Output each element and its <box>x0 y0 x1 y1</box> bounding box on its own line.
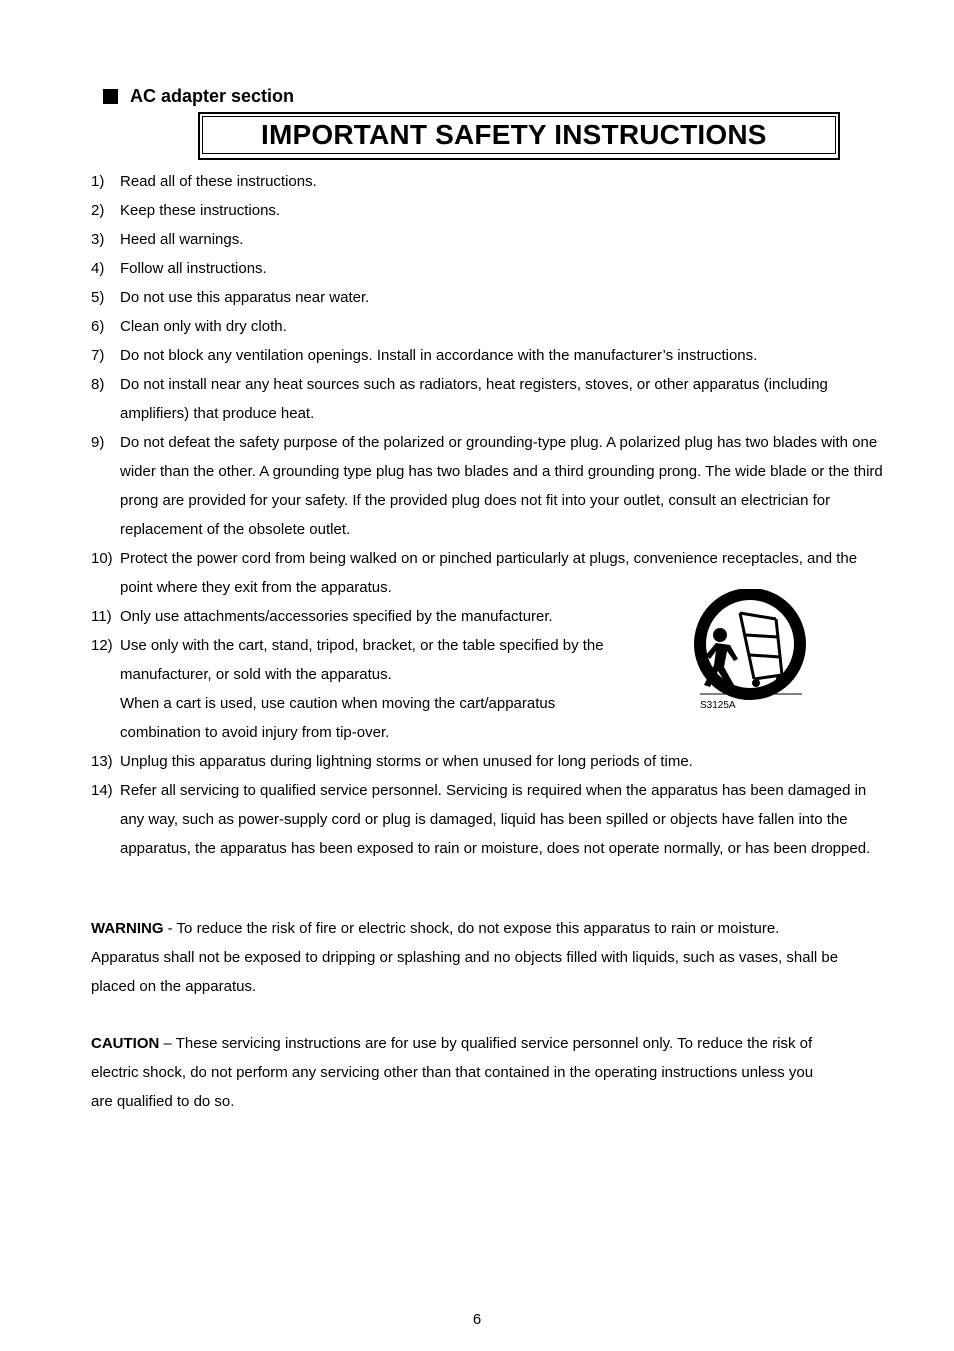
item-number: 5) <box>91 289 105 306</box>
list-item <box>91 370 840 428</box>
cart-warning-image <box>694 589 806 715</box>
section-heading <box>103 86 294 107</box>
item-number: 14) <box>91 782 113 799</box>
list-item <box>91 196 871 225</box>
list-item <box>91 747 871 776</box>
item-extra-text: When a cart is used, use caution when moving the cart/apparatus combination to avoid injury from tip-over. <box>120 695 556 741</box>
item-number: 9) <box>91 434 105 451</box>
caution-paragraph <box>91 1029 826 1116</box>
page-title: IMPORTANT SAFETY INSTRUCTIONS <box>202 116 836 154</box>
item-text: Protect the power cord from being walked on or pinched particularly at plugs, convenience receptacles, and the point where they exit from the apparatus. <box>120 550 858 596</box>
item-number: 1) <box>91 173 105 190</box>
cart-image-label: S3125A <box>700 700 736 711</box>
item-text: Do not install near any heat sources such as radiators, heat registers, stoves, or other apparatus (including amplifiers) that produce heat. <box>120 376 828 422</box>
item-text: Keep these instructions. <box>120 202 281 219</box>
list-item <box>91 283 871 312</box>
item-text: Clean only with dry cloth. <box>120 318 287 335</box>
list-item <box>91 170 871 194</box>
section-heading-text: AC adapter section <box>130 86 295 106</box>
list-item <box>91 631 680 747</box>
item-text: Refer all servicing to qualified service personnel. Servicing is required when the apparatus has been damaged in any way, such as power-supply cord or plug is damaged, liquid has been spilled or objects have fallen into the apparatus, the apparatus has been exposed to rain or moisture, does not operate normally, or has been dropped. <box>120 782 871 857</box>
item-number: 4) <box>91 260 105 277</box>
item-text: Do not block any ventilation openings. Install in accordance with the manufacturer’s instructions. <box>120 347 758 364</box>
list-item <box>91 776 885 863</box>
title-box <box>198 112 840 160</box>
warning-label: WARNING <box>91 920 164 937</box>
list-item <box>91 341 871 370</box>
item-number: 2) <box>91 202 105 219</box>
page-number: 6 <box>472 1311 482 1328</box>
warning-text: - To reduce the risk of fire or electric shock, do not expose this apparatus to rain or moisture. Apparatus shall not be exposed to dripping or splashing and no objects filled with liquids, such as vases, shall be placed on the apparatus. <box>91 920 839 995</box>
item-text: Unplug this apparatus during lightning storms or when unused for long periods of time. <box>120 753 693 770</box>
item-number: 6) <box>91 318 105 335</box>
item-text: Read all of these instructions. <box>120 173 317 190</box>
item-number: 3) <box>91 231 105 248</box>
instructions-list <box>91 170 883 863</box>
item-number: 8) <box>91 376 105 393</box>
list-item <box>91 225 871 254</box>
item-number: 10) <box>91 550 113 567</box>
caution-label: CAUTION <box>91 1035 160 1052</box>
cart-tip-over-warning-icon <box>694 589 806 715</box>
warning-paragraph <box>91 914 851 1001</box>
item-text: Heed all warnings. <box>120 231 244 248</box>
item-text: Do not defeat the safety purpose of the polarized or grounding-type plug. A polarized plug has two blades with one wider than the other. A grounding type plug has two blades and a third grounding prong. The wide blade or the third prong are provided for your safety. If the provided plug does not fit into your outlet, consult an electrician for replacement of the obsolete outlet. <box>120 434 883 538</box>
caution-text: – These servicing instructions are for use by qualified service personnel only. To reduce the risk of electric shock, do not perform any servicing other than that contained in the operating instructions unless you are qualified to do so. <box>91 1035 814 1110</box>
item-text: Only use attachments/accessories specified by the manufacturer. <box>120 608 553 625</box>
list-item <box>91 312 871 341</box>
item-text: Do not use this apparatus near water. <box>120 289 370 306</box>
item-number: 13) <box>91 753 113 770</box>
item-number: 12) <box>91 637 113 654</box>
item-text: Use only with the cart, stand, tripod, bracket, or the table specified by the manufacturer, or sold with the apparatus. <box>120 637 604 683</box>
item-number: 7) <box>91 347 105 364</box>
item-text: Follow all instructions. <box>120 260 267 277</box>
item-number: 11) <box>91 608 112 625</box>
square-bullet-icon <box>103 89 118 104</box>
list-item <box>91 428 895 544</box>
list-item <box>91 254 871 283</box>
